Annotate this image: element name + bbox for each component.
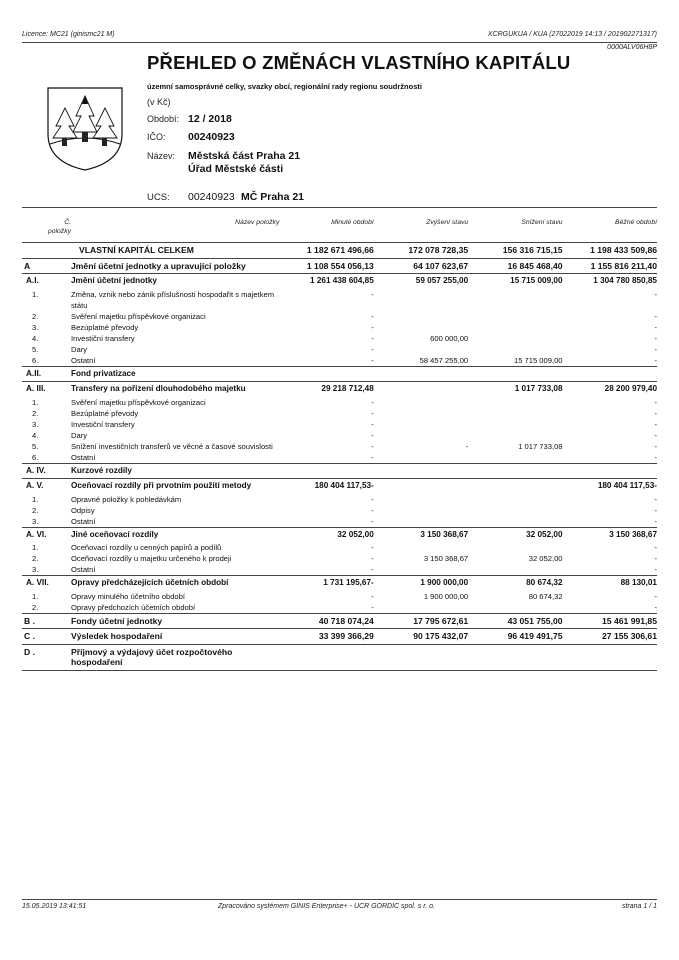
row-name: Ostatní	[71, 355, 96, 365]
table-row-section	[22, 463, 657, 479]
column-header-decrease: Snížení stavu	[468, 214, 562, 243]
row-value-increase	[374, 430, 468, 441]
row-name: Výsledek hospodaření	[71, 629, 279, 645]
row-value-decrease	[468, 289, 562, 311]
row-code: 1.	[32, 494, 39, 504]
table-row-item	[22, 344, 657, 355]
row-name: Svěření majetku příspěvkové organizaci	[71, 397, 206, 407]
name-line-2: Úřad Městské části	[188, 163, 284, 175]
row-value-previous-period: -	[371, 289, 374, 299]
row-value-current-period	[563, 644, 657, 670]
table-end-cell	[374, 670, 468, 671]
row-name: Ostatní	[71, 516, 96, 526]
row-value-previous-period: -	[371, 311, 374, 321]
row-value-previous-period	[279, 366, 373, 382]
row-value-current-period: -	[654, 602, 657, 612]
row-value-current-period: -	[654, 322, 657, 332]
row-value-previous-period: -	[371, 591, 374, 601]
row-value-increase: 1 900 000,00	[423, 591, 469, 601]
row-name: Bezúplatné převody	[71, 322, 139, 332]
footer-timestamp: 15.05.2019 13:41:51	[22, 903, 87, 910]
ico-value: 00240923	[188, 131, 235, 143]
row-value-increase	[374, 366, 468, 382]
licence-text: Licence: MC21 (ginismc21 M)	[22, 31, 115, 38]
row-value-previous-period: -	[371, 543, 374, 552]
row-value-previous-period: -	[371, 408, 374, 418]
reference-text: XCRGUKUA / KUA (27022019 14:13 / 201902271317)	[487, 31, 657, 38]
row-value-decrease	[468, 419, 562, 430]
row-code: 3.	[32, 565, 39, 574]
row-value-previous-period: -	[371, 344, 374, 354]
table-row-item	[22, 322, 657, 333]
row-value-current-period	[563, 366, 657, 382]
row-value-decrease: 1 017 733,08	[468, 382, 562, 397]
row-value-increase	[374, 408, 468, 419]
table-row-item	[22, 602, 657, 614]
period-value: 12 / 2018	[188, 113, 232, 125]
row-value-decrease: 15 715 009,00	[513, 355, 563, 365]
row-code: 4.	[32, 333, 39, 343]
row-name: Opravy předcházejících účetních období	[71, 576, 279, 591]
table-row-item	[22, 355, 657, 367]
row-value-current-period: -	[654, 289, 657, 299]
row-code: A. VI.	[22, 527, 71, 542]
table-end-cell	[22, 670, 71, 671]
row-value-previous-period: -	[371, 419, 374, 429]
row-value-decrease	[468, 516, 562, 528]
ico-label: IČO:	[147, 132, 166, 142]
row-value-current-period: -	[654, 333, 657, 343]
row-value-current-period: 88 130,01	[563, 576, 657, 591]
row-value-decrease: 96 419 491,75	[468, 629, 562, 645]
table-row-section	[22, 613, 657, 629]
row-value-increase	[374, 516, 468, 528]
row-name: Oceňovací rozdíly u majetku určeného k prodeji	[71, 554, 232, 563]
row-value-previous-period: -	[371, 494, 374, 504]
row-value-current-period: -	[654, 430, 657, 440]
row-value-current-period: -	[654, 408, 657, 418]
table-row-item	[22, 441, 657, 452]
row-value-decrease	[468, 564, 562, 576]
row-value-previous-period: -	[371, 430, 374, 440]
row-value-increase	[374, 289, 468, 311]
table-row-item	[22, 505, 657, 516]
table-row-item	[22, 419, 657, 430]
row-code: A.II.	[22, 366, 71, 382]
row-value-increase: 90 175 432,07	[374, 629, 468, 645]
row-value-current-period: -	[654, 554, 657, 563]
row-value-decrease	[468, 311, 562, 322]
row-value-decrease	[468, 463, 562, 479]
row-code: 2.	[32, 602, 39, 612]
page-title: PŘEHLED O ZMĚNÁCH VLASTNÍHO KAPITÁLU	[147, 52, 571, 73]
row-code	[22, 243, 71, 259]
row-name: Dary	[71, 344, 88, 354]
row-value-decrease: 80 674,32	[468, 576, 562, 591]
table-row-item	[22, 397, 657, 408]
row-value-current-period: 15 461 991,85	[563, 613, 657, 629]
column-header-previous-period: Minulé období	[279, 214, 373, 243]
row-name: VLASTNÍ KAPITÁL CELKEM	[71, 243, 279, 259]
row-name: Dary	[71, 430, 88, 440]
row-value-current-period: 1 304 780 850,85	[563, 274, 657, 289]
table-end-cell	[468, 670, 562, 671]
table-row-section	[22, 644, 657, 670]
row-value-current-period: -	[654, 494, 657, 504]
row-name: Snížení investičních transferů ve věcné a časové souvislosti	[71, 441, 273, 451]
footer-processed-by: Zpracováno systémem GINIS Enterprise+ - UCR GORDIC spol. s r. o.	[218, 903, 435, 910]
row-value-increase	[374, 505, 468, 516]
table-row-section	[22, 366, 657, 382]
coat-of-arms-trees-icon	[40, 82, 130, 174]
row-value-increase	[374, 397, 468, 408]
row-value-decrease: 16 845 468,40	[468, 258, 562, 274]
row-value-decrease	[468, 452, 562, 464]
row-value-current-period: 1 198 433 509,86	[563, 243, 657, 259]
row-name: Fond privatizace	[71, 366, 279, 382]
row-value-previous-period: -	[371, 554, 374, 563]
row-value-increase: 1 900 000,00	[374, 576, 468, 591]
row-value-decrease	[468, 366, 562, 382]
row-name: Jiné oceňovací rozdíly	[71, 527, 279, 542]
row-value-decrease	[468, 322, 562, 333]
footer-page-number: strana 1 / 1	[621, 903, 657, 910]
row-code: 6.	[32, 355, 39, 365]
header-divider	[22, 42, 657, 43]
document-code: 0000ALV06H8P	[607, 44, 657, 51]
table-row-section	[22, 243, 657, 259]
row-name: Oceňovací rozdíly u cenných papírů a podílů	[71, 543, 222, 552]
row-code: 2.	[32, 408, 39, 418]
row-value-current-period: 3 150 368,67	[563, 527, 657, 542]
row-value-increase	[374, 644, 468, 670]
row-name: Ostatní	[71, 565, 96, 574]
row-value-current-period: 27 155 306,61	[563, 629, 657, 645]
row-value-previous-period: -	[371, 452, 374, 462]
table-row-item	[22, 542, 657, 553]
row-name: Investiční transfery	[71, 419, 135, 429]
row-value-current-period: -	[654, 397, 657, 407]
row-value-current-period: -	[654, 505, 657, 515]
footer-divider	[22, 899, 657, 900]
row-value-current-period: -	[654, 311, 657, 321]
row-value-decrease	[468, 408, 562, 419]
row-value-current-period: -	[654, 355, 657, 365]
row-name: Kurzové rozdíly	[71, 463, 279, 479]
row-value-current-period: -	[654, 452, 657, 462]
row-value-previous-period: 32 052,00	[279, 527, 373, 542]
column-header-current-period: Běžné období	[563, 214, 657, 243]
row-code: 3.	[32, 322, 39, 332]
row-name: Oceňovací rozdíly při prvotním použití metody	[71, 479, 279, 494]
row-name: Jmění účetní jednotky a upravující položky	[71, 258, 279, 274]
row-value-increase: 3 150 368,67	[423, 554, 469, 563]
row-value-current-period: -	[654, 543, 657, 552]
row-value-increase	[374, 602, 468, 614]
row-value-increase: 58 457 255,00	[419, 355, 469, 365]
row-code: 1.	[32, 289, 39, 299]
row-value-decrease: 43 051 755,00	[468, 613, 562, 629]
row-value-increase	[374, 494, 468, 505]
row-code: 6.	[32, 452, 39, 462]
table-row-section	[22, 382, 657, 397]
table-row-item	[22, 564, 657, 576]
row-value-previous-period: 33 399 366,29	[279, 629, 373, 645]
table-row-item	[22, 430, 657, 441]
row-value-decrease: 1 017 733,08	[518, 441, 563, 451]
row-value-decrease: 32 052,00	[468, 527, 562, 542]
row-value-decrease	[468, 397, 562, 408]
row-code: 5.	[32, 344, 39, 354]
table-row-item	[22, 591, 657, 602]
table-end-cell	[563, 670, 657, 671]
row-code: 2.	[32, 505, 39, 515]
row-value-decrease	[468, 542, 562, 553]
row-code: 2.	[32, 554, 39, 563]
row-value-increase: -	[465, 441, 469, 451]
row-value-decrease	[468, 344, 562, 355]
table-row-item	[22, 494, 657, 505]
row-value-previous-period: -	[371, 397, 374, 407]
table-row-item	[22, 311, 657, 322]
row-value-increase	[374, 322, 468, 333]
row-code: 4.	[32, 430, 39, 440]
row-value-previous-period: -	[371, 602, 374, 612]
row-value-previous-period: 29 218 712,48	[279, 382, 373, 397]
row-value-increase	[374, 419, 468, 430]
table-row-item	[22, 333, 657, 344]
row-name: Ostatní	[71, 452, 96, 462]
row-code: A. VII.	[22, 576, 71, 591]
row-code: 5.	[32, 441, 39, 451]
table-row-section	[22, 576, 657, 591]
row-value-previous-period: -	[371, 505, 374, 515]
row-value-current-period: -	[654, 516, 657, 526]
row-code: C .	[22, 629, 71, 645]
table-row-section	[22, 274, 657, 289]
row-value-decrease: 80 674,32	[528, 591, 563, 601]
row-code: A. V.	[22, 479, 71, 494]
table-row-section	[22, 258, 657, 274]
row-value-decrease	[468, 479, 562, 494]
row-code: 3.	[32, 419, 39, 429]
row-value-increase	[374, 311, 468, 322]
table-row-section	[22, 629, 657, 645]
row-name: Příjmový a výdajový účet rozpočtového hospodaření	[71, 644, 279, 670]
table-end-cell	[279, 670, 373, 671]
table-end-rule	[22, 670, 657, 671]
row-code: A. III.	[22, 382, 71, 397]
column-header-code-line2: položky	[47, 228, 71, 235]
row-value-previous-period: 40 718 074,24	[279, 613, 373, 629]
column-header-name: Název položky	[71, 214, 279, 243]
capital-changes-table	[22, 214, 657, 671]
row-value-increase	[374, 382, 468, 397]
table-row-section	[22, 527, 657, 542]
table-row-section	[22, 479, 657, 494]
row-name: Jmění účetní jednotky	[71, 274, 279, 289]
row-value-previous-period: 180 404 117,53-	[279, 479, 373, 494]
row-value-previous-period: -	[371, 565, 374, 574]
row-name: Svěření majetku příspěvkové organizaci	[71, 311, 206, 321]
row-value-current-period: -	[654, 344, 657, 354]
table-row-item	[22, 553, 657, 564]
row-name: Investiční transfery	[71, 333, 135, 343]
row-value-previous-period: -	[371, 333, 374, 343]
title-divider	[22, 207, 657, 208]
currency-note: (v Kč)	[147, 97, 171, 107]
ucs-label: UCS:	[147, 192, 170, 203]
ucs-code: 00240923	[188, 191, 235, 203]
row-value-previous-period: -	[371, 516, 374, 526]
row-name: Odpisy	[71, 505, 95, 515]
table-row-item	[22, 516, 657, 528]
row-value-increase	[374, 452, 468, 464]
row-code: A. IV.	[22, 463, 71, 479]
row-code: 3.	[32, 516, 39, 526]
row-name: Opravy předchozích účetních období	[71, 602, 196, 612]
row-name: Bezúplatné převody	[71, 408, 139, 418]
row-name: Opravné položky k pohledávkám	[71, 494, 182, 504]
row-code: B .	[22, 613, 71, 629]
table-row-item	[22, 289, 657, 311]
row-value-decrease: 32 052,00	[528, 554, 563, 563]
row-value-previous-period	[279, 644, 373, 670]
row-value-previous-period	[279, 463, 373, 479]
row-code: D .	[22, 644, 71, 670]
row-code: 1.	[32, 543, 39, 552]
table-header	[22, 214, 657, 243]
row-value-previous-period: -	[371, 355, 374, 365]
row-value-increase: 64 107 623,67	[374, 258, 468, 274]
row-value-increase: 17 795 672,61	[374, 613, 468, 629]
row-code: 1.	[32, 591, 39, 601]
row-value-increase: 600 000,00	[430, 333, 469, 343]
name-label: Název:	[147, 151, 176, 161]
row-value-current-period: 1 155 816 211,40	[563, 258, 657, 274]
row-value-current-period: 28 200 979,40	[563, 382, 657, 397]
row-value-current-period	[563, 463, 657, 479]
row-value-increase	[374, 463, 468, 479]
column-header-code	[22, 214, 71, 243]
row-name: Změna, vznik nebo zánik příslušnosti hospodařit s majetkem státu	[71, 289, 275, 310]
row-value-current-period: -	[654, 591, 657, 601]
row-value-previous-period: 1 261 438 604,85	[279, 274, 373, 289]
row-value-current-period: -	[654, 419, 657, 429]
row-value-decrease	[468, 430, 562, 441]
row-code: 2.	[32, 311, 39, 321]
row-value-current-period: 180 404 117,53-	[563, 479, 657, 494]
row-value-increase: 172 078 728,35	[374, 243, 468, 259]
row-value-increase: 3 150 368,67	[374, 527, 468, 542]
row-value-previous-period: -	[371, 441, 374, 451]
page-subtitle: územní samosprávné celky, svazky obcí, regionální rady regionu soudržnosti	[147, 82, 422, 91]
row-value-decrease	[468, 505, 562, 516]
row-value-increase	[374, 542, 468, 553]
name-line-1: Městská část Praha 21	[188, 150, 301, 162]
row-value-previous-period: 1 731 195,67-	[279, 576, 373, 591]
row-code: 1.	[32, 397, 39, 407]
row-value-current-period: -	[654, 441, 657, 451]
row-name: Opravy minulého účetního období	[71, 591, 185, 601]
row-name: Fondy účetní jednotky	[71, 613, 279, 629]
row-value-decrease	[468, 494, 562, 505]
column-header-code-line1: Č.	[64, 219, 71, 226]
table-end-cell	[71, 670, 279, 671]
row-value-decrease: 15 715 009,00	[468, 274, 562, 289]
row-value-decrease	[468, 644, 562, 670]
table-row-item	[22, 408, 657, 419]
period-label: Období:	[147, 114, 180, 124]
table-row-item	[22, 452, 657, 464]
row-name: Transfery na pořízení dlouhodobého majetku	[71, 382, 279, 397]
column-header-increase: Zvýšení stavu	[374, 214, 468, 243]
row-value-decrease	[468, 333, 562, 344]
row-value-increase	[374, 344, 468, 355]
row-value-increase	[374, 479, 468, 494]
row-value-previous-period: 1 108 554 056,13	[279, 258, 373, 274]
row-code: A.I.	[22, 274, 71, 289]
row-value-current-period: -	[654, 565, 657, 574]
ucs-name: MČ Praha 21	[241, 191, 305, 203]
row-value-previous-period: 1 182 671 496,66	[279, 243, 373, 259]
row-code: A	[22, 258, 71, 274]
row-value-increase	[374, 564, 468, 576]
row-value-previous-period: -	[371, 322, 374, 332]
row-value-decrease	[468, 602, 562, 614]
row-value-decrease: 156 316 715,15	[468, 243, 562, 259]
row-value-increase: 59 057 255,00	[374, 274, 468, 289]
